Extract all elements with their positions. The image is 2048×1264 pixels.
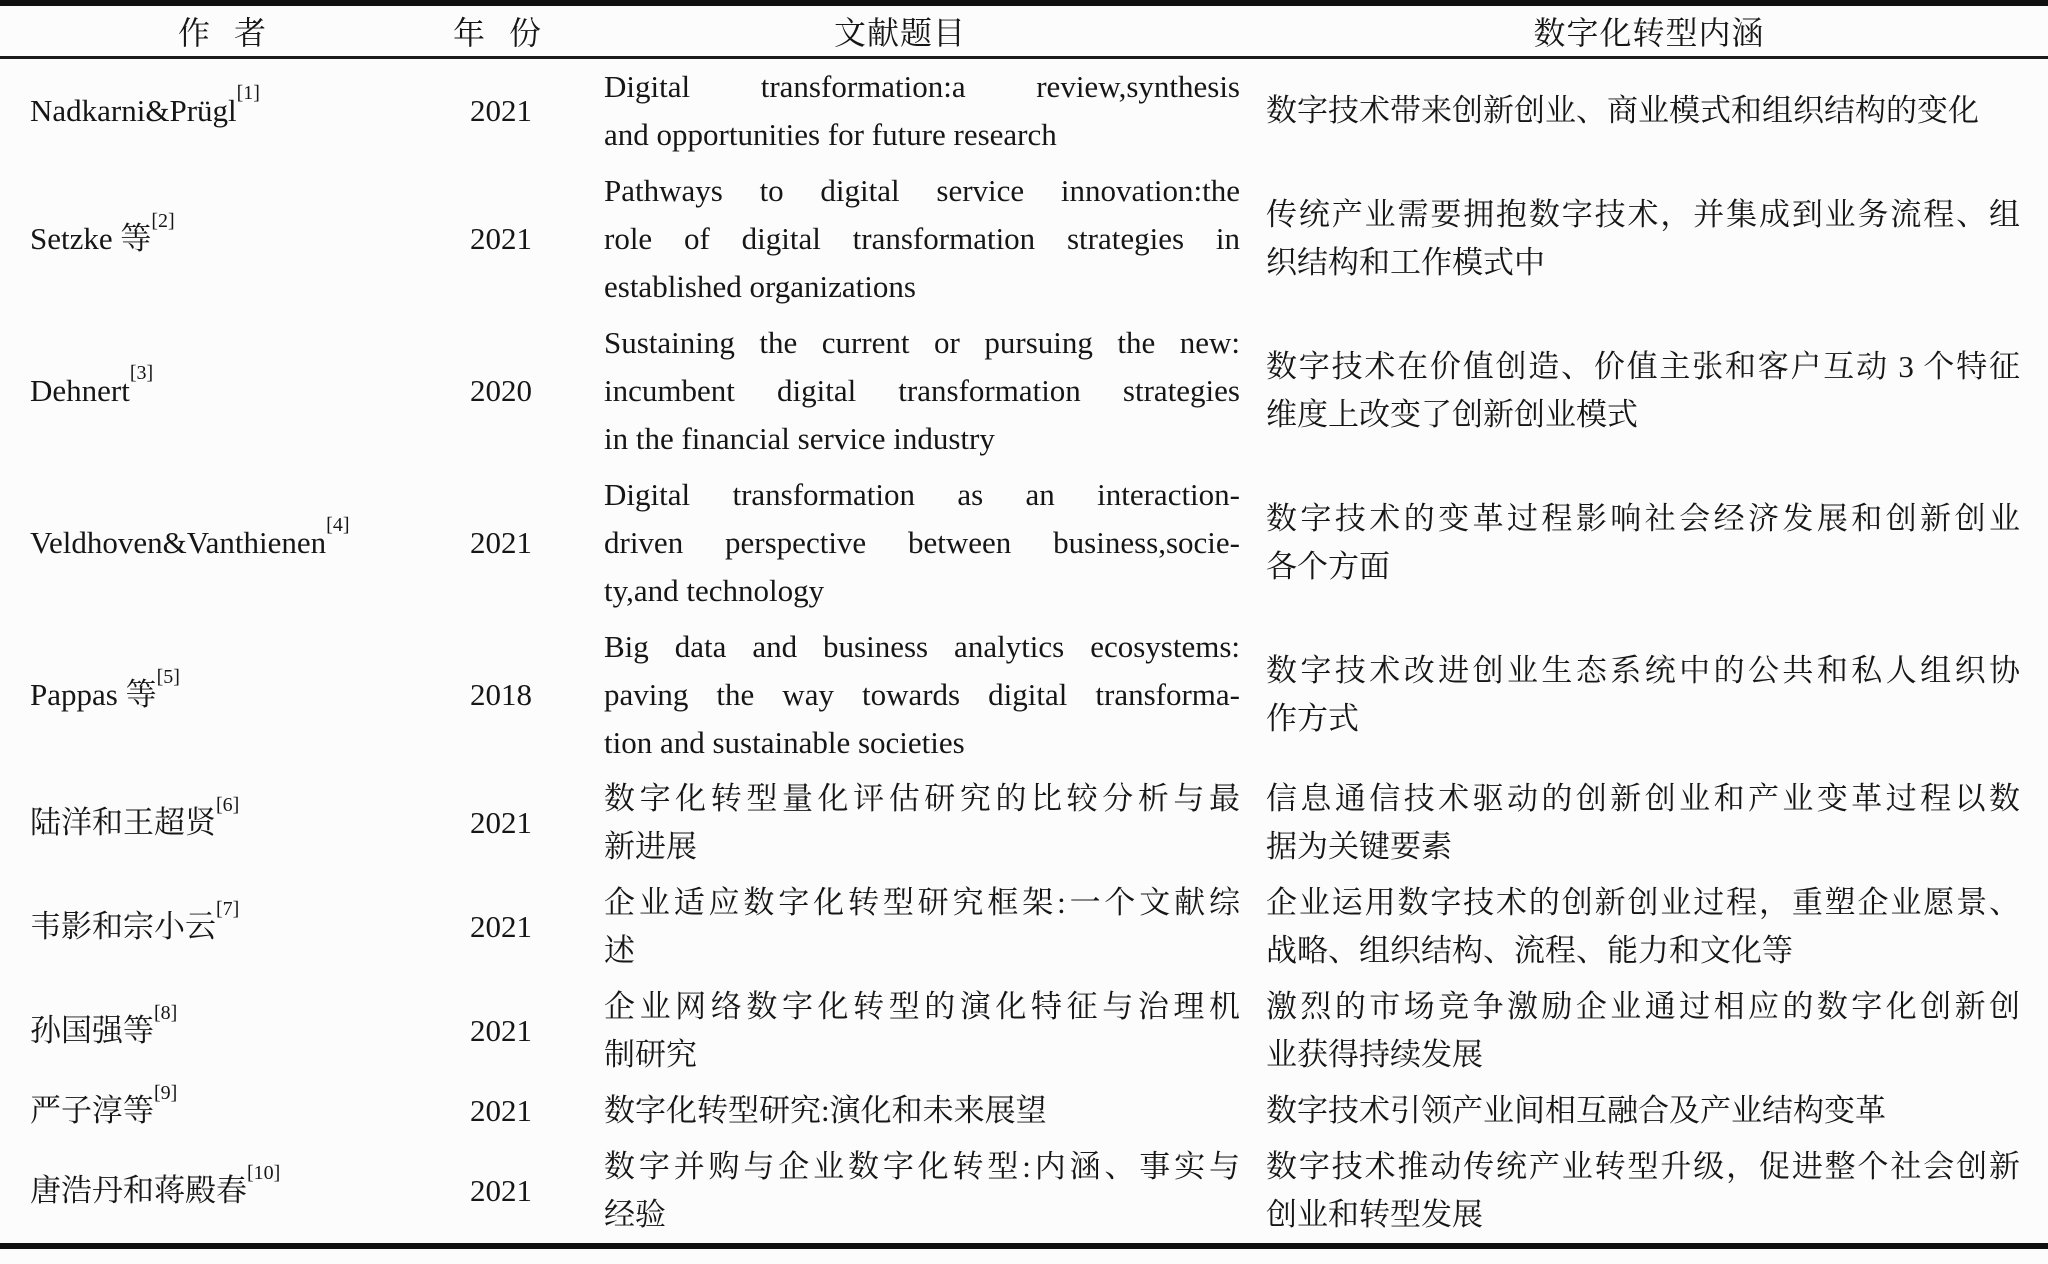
connotation-line: 激烈的市场竞争激励企业通过相应的数字化创新创 bbox=[1266, 989, 2020, 1024]
reference-number: [3] bbox=[129, 361, 154, 384]
title-line: 数字化转型量化评估研究的比较分析与最 bbox=[604, 781, 1240, 816]
connotation-line: 企业运用数字技术的创新创业过程，重塑企业愿景、 bbox=[1266, 885, 2020, 920]
title-line: 数字并购与企业数字化转型:内涵、事实与 bbox=[604, 1149, 1240, 1184]
title-line: established organizations bbox=[604, 269, 916, 304]
connotation-cell bbox=[1250, 875, 2048, 979]
title-line: 新进展 bbox=[604, 829, 697, 864]
connotation-line: 信息通信技术驱动的创新创业和产业变革过程以数 bbox=[1266, 781, 2020, 816]
author-name: 严子淳等 bbox=[30, 1093, 154, 1128]
reference-number: [10] bbox=[247, 1161, 281, 1184]
connotation-line: 数字技术引领产业间相互融合及产业结构变革 bbox=[1266, 1093, 1886, 1128]
title-line: in the financial service industry bbox=[604, 421, 995, 456]
year-cell: 2021 bbox=[470, 805, 532, 840]
title-line: role of digital transformation strategies in bbox=[604, 221, 1240, 256]
author-name: Veldhoven&Vanthienen bbox=[30, 525, 327, 560]
table-row bbox=[0, 979, 2048, 1083]
title-line: 数字化转型研究:演化和未来展望 bbox=[604, 1093, 1047, 1128]
reference-number: [9] bbox=[154, 1081, 178, 1104]
author-name: Pappas 等 bbox=[30, 677, 157, 712]
connotation-cell bbox=[1250, 163, 2048, 315]
author-cell bbox=[0, 163, 452, 315]
col-header-title: 文献题目 bbox=[550, 3, 1250, 58]
author-cell bbox=[0, 58, 452, 164]
year-cell: 2021 bbox=[470, 1093, 532, 1128]
author-cell bbox=[0, 979, 452, 1083]
title-line: 企业网络数字化转型的演化特征与治理机 bbox=[604, 989, 1240, 1024]
author-cell bbox=[0, 315, 452, 467]
table-row bbox=[0, 619, 2048, 771]
author-cell bbox=[0, 875, 452, 979]
title-cell bbox=[550, 771, 1250, 875]
title-line: ty,and technology bbox=[604, 573, 825, 608]
connotation-cell bbox=[1250, 58, 2048, 164]
connotation-cell bbox=[1250, 619, 2048, 771]
title-cell bbox=[550, 58, 1250, 164]
author-cell bbox=[0, 619, 452, 771]
table-row bbox=[0, 1083, 2048, 1139]
table-row bbox=[0, 58, 2048, 164]
connotation-line: 数字技术推动传统产业转型升级，促进整个社会创新 bbox=[1266, 1149, 2020, 1184]
title-line: Digital transformation as an interaction- bbox=[604, 477, 1240, 512]
title-cell bbox=[550, 467, 1250, 619]
connotation-cell bbox=[1250, 771, 2048, 875]
connotation-line: 创业和转型发展 bbox=[1266, 1197, 1483, 1232]
connotation-line: 数字技术改进创业生态系统中的公共和私人组织协 bbox=[1266, 653, 2020, 688]
year-cell: 2020 bbox=[470, 373, 532, 408]
table-row bbox=[0, 315, 2048, 467]
year-cell: 2021 bbox=[470, 1173, 532, 1208]
title-line: incumbent digital transformation strategies bbox=[604, 373, 1240, 408]
title-line: Big data and business analytics ecosystems: bbox=[604, 629, 1240, 664]
col-header-author: 作 者 bbox=[0, 3, 452, 58]
connotation-line: 业获得持续发展 bbox=[1266, 1037, 1483, 1072]
table-body bbox=[0, 58, 2048, 1247]
author-cell bbox=[0, 1083, 452, 1139]
author-cell bbox=[0, 771, 452, 875]
title-line: Digital transformation:a review,synthesis bbox=[604, 69, 1240, 104]
title-line: 企业适应数字化转型研究框架:一个文献综 bbox=[604, 885, 1240, 920]
author-cell bbox=[0, 1139, 452, 1246]
table-row bbox=[0, 771, 2048, 875]
connotation-line: 数字技术的变革过程影响社会经济发展和创新创业 bbox=[1266, 501, 2020, 536]
year-cell: 2018 bbox=[470, 677, 532, 712]
reference-number: [6] bbox=[216, 793, 240, 816]
author-name: 陆洋和王超贤 bbox=[30, 805, 216, 840]
connotation-cell bbox=[1250, 979, 2048, 1083]
title-cell bbox=[550, 1083, 1250, 1139]
title-cell bbox=[550, 163, 1250, 315]
title-line: paving the way towards digital transforma- bbox=[604, 677, 1240, 712]
connotation-line: 战略、组织结构、流程、能力和文化等 bbox=[1266, 933, 1793, 968]
author-name: 韦影和宗小云 bbox=[30, 909, 216, 944]
author-name: Nadkarni&Prügl bbox=[30, 93, 237, 128]
reference-number: [7] bbox=[216, 897, 240, 920]
title-cell bbox=[550, 315, 1250, 467]
title-line: tion and sustainable societies bbox=[604, 725, 965, 760]
year-cell: 2021 bbox=[470, 93, 532, 128]
author-name: Setzke 等 bbox=[30, 221, 152, 256]
connotation-line: 传统产业需要拥抱数字技术，并集成到业务流程、组 bbox=[1266, 197, 2020, 232]
title-line: 制研究 bbox=[604, 1037, 697, 1072]
table-row bbox=[0, 467, 2048, 619]
connotation-cell bbox=[1250, 1083, 2048, 1139]
reference-number: [1] bbox=[236, 81, 260, 104]
title-cell bbox=[550, 619, 1250, 771]
title-cell bbox=[550, 875, 1250, 979]
connotation-cell bbox=[1250, 1139, 2048, 1246]
connotation-line: 作方式 bbox=[1266, 701, 1359, 736]
connotation-line: 据为关键要素 bbox=[1266, 829, 1452, 864]
connotation-cell bbox=[1250, 467, 2048, 619]
title-line: 经验 bbox=[604, 1197, 666, 1232]
connotation-line: 织结构和工作模式中 bbox=[1266, 245, 1545, 280]
col-header-connotation: 数字化转型内涵 bbox=[1250, 3, 2048, 58]
author-name: 唐浩丹和蒋殿春 bbox=[30, 1173, 247, 1208]
title-line: and opportunities for future research bbox=[604, 117, 1057, 152]
year-cell: 2021 bbox=[470, 1013, 532, 1048]
reference-number: [5] bbox=[156, 665, 180, 688]
table-row bbox=[0, 1139, 2048, 1246]
title-cell bbox=[550, 1139, 1250, 1246]
header-row bbox=[0, 3, 2048, 58]
table-row bbox=[0, 163, 2048, 315]
reference-number: [4] bbox=[326, 513, 350, 536]
year-cell: 2021 bbox=[470, 909, 532, 944]
year-cell: 2021 bbox=[470, 525, 532, 560]
title-line: 述 bbox=[604, 933, 635, 968]
author-name: 孙国强等 bbox=[30, 1013, 154, 1048]
connotation-line: 数字技术带来创新创业、商业模式和组织结构的变化 bbox=[1266, 93, 1979, 128]
table-header bbox=[0, 3, 2048, 58]
connotation-line: 各个方面 bbox=[1266, 549, 1390, 584]
connotation-cell bbox=[1250, 315, 2048, 467]
table-row bbox=[0, 875, 2048, 979]
reference-number: [2] bbox=[151, 209, 175, 232]
author-cell bbox=[0, 467, 452, 619]
title-cell bbox=[550, 979, 1250, 1083]
year-cell: 2021 bbox=[470, 221, 532, 256]
title-line: Sustaining the current or pursuing the new: bbox=[604, 325, 1240, 360]
connotation-line: 数字技术在价值创造、价值主张和客户互动 3 个特征 bbox=[1266, 349, 2020, 384]
connotation-line: 维度上改变了创新创业模式 bbox=[1266, 397, 1638, 432]
reference-number: [8] bbox=[154, 1001, 178, 1024]
author-name: Dehnert bbox=[30, 373, 130, 408]
col-header-year: 年 份 bbox=[452, 3, 550, 58]
title-line: driven perspective between business,socie- bbox=[604, 525, 1240, 560]
title-line: Pathways to digital service innovation:the bbox=[604, 173, 1240, 208]
